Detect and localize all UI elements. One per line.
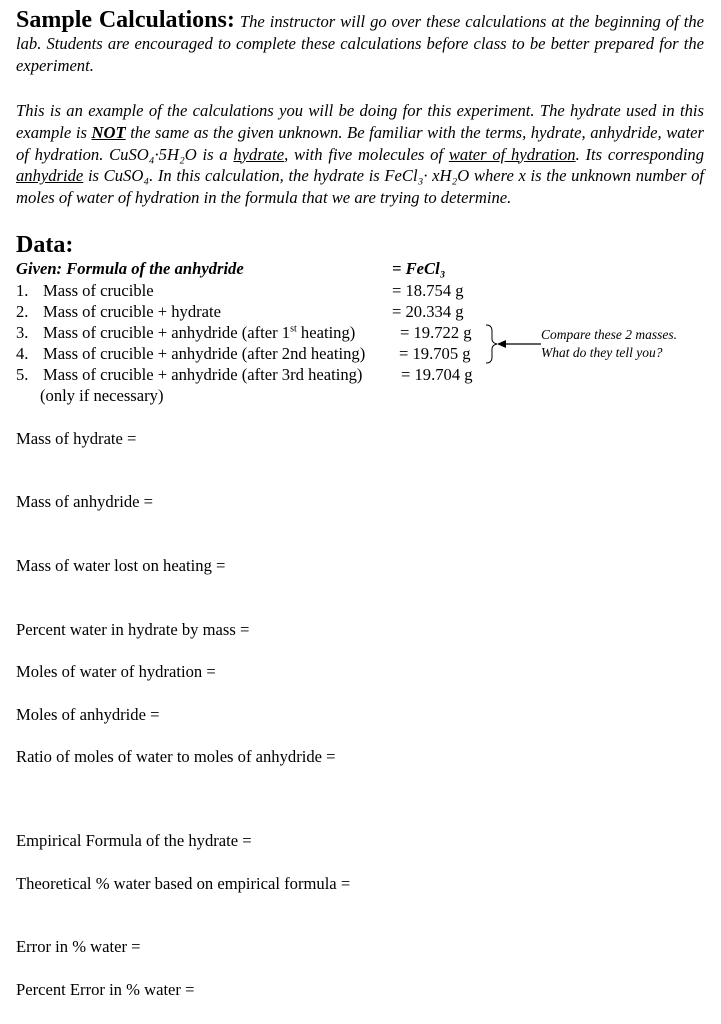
- row-value: = 19.722 g: [400, 323, 472, 342]
- question-empirical-formula: Empirical Formula of the hydrate =: [16, 831, 252, 850]
- data-row-2: [0, 302, 721, 324]
- row-5-note: (only if necessary): [40, 386, 164, 405]
- arrow-head-icon: [497, 340, 506, 348]
- compare-note-line-2: What do they tell you?: [541, 345, 663, 360]
- example-text-3: is a: [196, 144, 234, 164]
- data-row-5: [0, 365, 721, 387]
- row-label: Mass of crucible + anhydride (after 2nd heating): [43, 344, 366, 363]
- example-paragraph: [16, 100, 704, 209]
- data-heading: Data:: [16, 232, 74, 258]
- example-text-5: . Its corresponding: [575, 144, 705, 164]
- given-label: Given: Formula of the anhydride: [16, 259, 244, 278]
- question-percent-error: Percent Error in % water =: [16, 980, 195, 999]
- row-value: = 20.334 g: [392, 302, 464, 321]
- row-label: [43, 323, 355, 343]
- question-mass-anhydride: Mass of anhydride =: [16, 492, 154, 511]
- row-label: Mass of crucible: [43, 281, 154, 300]
- intro-text-first: The instructor will go over these calculations at the: [239, 12, 590, 31]
- question-moles-water: Moles of water of hydration =: [16, 662, 216, 681]
- compare-note: [541, 326, 677, 362]
- emphasis-not: NOT: [91, 122, 126, 142]
- formula-fecl3-hydrate: FeCl₃· xH₂O: [384, 166, 470, 186]
- question-moles-anhydride: Moles of anhydride =: [16, 705, 160, 724]
- question-mass-hydrate: Mass of hydrate =: [16, 429, 137, 448]
- given-row: [0, 259, 721, 281]
- formula-cuso4: CuSO₄: [103, 166, 150, 186]
- row-number: 5.: [16, 365, 29, 384]
- question-percent-water: Percent water in hydrate by mass =: [16, 620, 250, 639]
- question-theoretical-water: Theoretical % water based on empirical formula =: [16, 874, 351, 893]
- example-text-2: the same as the given unknown. Be familiar with the terms, hydrate, anhydride, water of hydration.: [16, 122, 705, 164]
- row-value: = 18.754 g: [392, 281, 464, 300]
- row-number: 2.: [16, 302, 29, 321]
- brace-icon: [486, 325, 497, 363]
- example-text-4: , with five molecules of: [284, 144, 449, 164]
- example-text-6: is: [83, 166, 104, 186]
- row-number: 3.: [16, 323, 29, 342]
- row-label-superscript: st: [290, 323, 297, 335]
- term-water-of-hydration: water of hydration: [448, 144, 576, 164]
- page-title: Sample Calculations:: [16, 7, 235, 33]
- row-label-text: Mass of crucible + anhydride (after 1: [43, 323, 291, 342]
- row-value: = 19.705 g: [399, 344, 471, 363]
- term-hydrate: hydrate: [233, 144, 285, 164]
- formula-cuso4-hydrate: CuSO₄·5H₂O: [109, 144, 197, 164]
- intro-text-rest: beginning of the lab. Students are encouraged to complete these calculations before class to be better prepared for the experiment.: [16, 12, 705, 75]
- question-mole-ratio: Ratio of moles of water to moles of anhydride =: [16, 747, 336, 766]
- question-error-water: Error in % water =: [16, 937, 141, 956]
- row-label: Mass of crucible + anhydride (after 3rd heating): [43, 365, 363, 384]
- term-anhydride: anhydride: [16, 166, 84, 186]
- compare-bracket: [484, 322, 544, 366]
- row-label-end: heating): [296, 323, 356, 342]
- example-text-7: . In this calculation, the hydrate is: [149, 166, 385, 186]
- example-text-1: This is an example of the calculations you will be doing for this experiment. The hydrate used in this example is: [16, 101, 704, 142]
- row-value: = 19.704 g: [401, 365, 473, 384]
- given-value: = FeCl₃: [392, 259, 446, 278]
- row-number: 4.: [16, 344, 29, 363]
- compare-note-line-1: Compare these 2 masses.: [541, 327, 677, 342]
- row-number: 1.: [16, 281, 29, 300]
- example-text-8: where x is the unknown number of moles of water of hydration in the formula that we are trying to determine.: [16, 166, 704, 208]
- question-mass-water-lost: Mass of water lost on heating =: [16, 556, 226, 575]
- row-label: Mass of crucible + hydrate: [43, 302, 222, 321]
- intro-paragraph: [16, 7, 705, 76]
- data-row-1: [0, 281, 721, 303]
